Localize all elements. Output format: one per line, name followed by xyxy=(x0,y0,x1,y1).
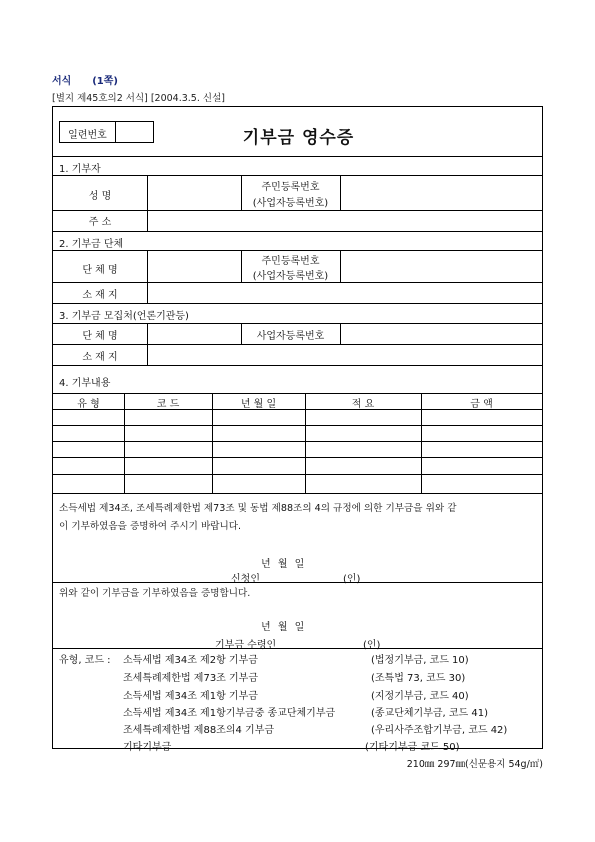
table-row[interactable] xyxy=(53,475,542,492)
table-row[interactable] xyxy=(53,410,542,425)
code-value: (종교단체기부금, 코드 41) xyxy=(371,708,489,719)
agency-biz-id-field[interactable] xyxy=(341,324,541,343)
form-label xyxy=(52,72,118,87)
certify-text: 위와 같이 기부금을 기부하였음을 증명합니다. xyxy=(59,588,251,599)
org-name-label: 단 체 명 xyxy=(82,265,118,276)
org-id-label: 주민등록번호 xyxy=(261,256,320,267)
code-law: 소득세법 제34조 제1항 기부금 xyxy=(123,691,258,702)
code-value: (기타기부금 코드 50) xyxy=(365,742,460,753)
donor-address-label: 주 소 xyxy=(88,217,112,228)
request-text-line2: 이 기부하였음을 증명하여 주시기 바랍니다. xyxy=(59,521,242,532)
org-location-label: 소 재 지 xyxy=(82,290,118,301)
section1-heading: 1. 기부자 xyxy=(59,164,101,175)
form-title: 기부금 영수증 xyxy=(242,128,355,148)
receipt-form xyxy=(52,106,543,753)
applicant-seal: (인) xyxy=(343,574,361,585)
annex-label: [별지 제45호의2 서식] [2004.3.5. 신설] xyxy=(52,93,225,104)
agency-name-label: 단 체 명 xyxy=(82,331,118,342)
org-name-field[interactable] xyxy=(148,251,240,281)
section3-heading: 3. 기부금 모집처(언론기관등) xyxy=(59,311,189,322)
code-law: 기타기부금 xyxy=(123,742,172,753)
donor-id-label: 주민등록번호 xyxy=(261,182,320,193)
org-location-field[interactable] xyxy=(148,283,541,302)
code-value: (조특법 73, 코드 30) xyxy=(371,673,466,684)
code-law: 소득세법 제34조 제2항 기부금 xyxy=(123,655,258,666)
serial-label: 일련번호 xyxy=(68,130,107,141)
agency-biz-id-label: 사업자등록번호 xyxy=(256,331,325,342)
code-law: 소득세법 제34조 제1항기부금중 종교단체기부금 xyxy=(123,708,336,719)
donor-id-label-2: (사업자등록번호) xyxy=(252,198,329,209)
code-law: 조세특례제한법 제73조 기부금 xyxy=(123,673,259,684)
receiver-seal: (인) xyxy=(363,640,381,651)
org-id-field[interactable] xyxy=(341,251,541,281)
col-code: 코 드 xyxy=(156,399,180,410)
code-value: (지정기부금, 코드 40) xyxy=(371,691,469,702)
code-value: (법정기부금, 코드 10) xyxy=(371,655,469,666)
col-date: 년 월 일 xyxy=(240,399,277,410)
donor-name-field[interactable] xyxy=(148,176,240,209)
code-value: (우리사주조합기부금, 코드 42) xyxy=(371,725,508,736)
request-date: 년 월 일 xyxy=(261,559,305,570)
org-id-label-2: (사업자등록번호) xyxy=(252,271,329,282)
certify-date: 년 월 일 xyxy=(261,622,305,633)
donor-name-label: 성 명 xyxy=(88,191,112,202)
table-row[interactable] xyxy=(53,442,542,457)
donor-address-field[interactable] xyxy=(148,211,541,230)
agency-location-label: 소 재 지 xyxy=(82,352,118,363)
donor-id-field[interactable] xyxy=(341,176,541,209)
agency-name-field[interactable] xyxy=(148,324,240,343)
request-text-line1: 소득세법 제34조, 조세특례제한법 제73조 및 동법 제88조의 4의 규정에 의한 기부금을 위와 같 xyxy=(59,503,457,514)
applicant-label: 신청인 xyxy=(231,574,260,585)
section2-heading: 2. 기부금 단체 xyxy=(59,239,124,250)
form-label-text: 서식 xyxy=(52,76,72,87)
codes-prefix: 유형, 코드 : xyxy=(59,655,111,666)
agency-location-field[interactable] xyxy=(148,345,541,364)
section4-heading: 4. 기부내용 xyxy=(59,378,111,389)
paper-spec: 210㎜ 297㎜(신문용지 54g/㎡) xyxy=(406,759,543,770)
page-label: (1쪽) xyxy=(92,76,118,87)
col-amount: 금 액 xyxy=(470,399,493,410)
receiver-label: 기부금 수령인 xyxy=(215,640,277,651)
col-type: 유 형 xyxy=(77,399,100,410)
table-row[interactable] xyxy=(53,458,542,473)
code-law: 조세특례제한법 제88조의4 기부금 xyxy=(123,725,275,736)
col-summary: 적 요 xyxy=(351,399,375,410)
table-row[interactable] xyxy=(53,426,542,441)
